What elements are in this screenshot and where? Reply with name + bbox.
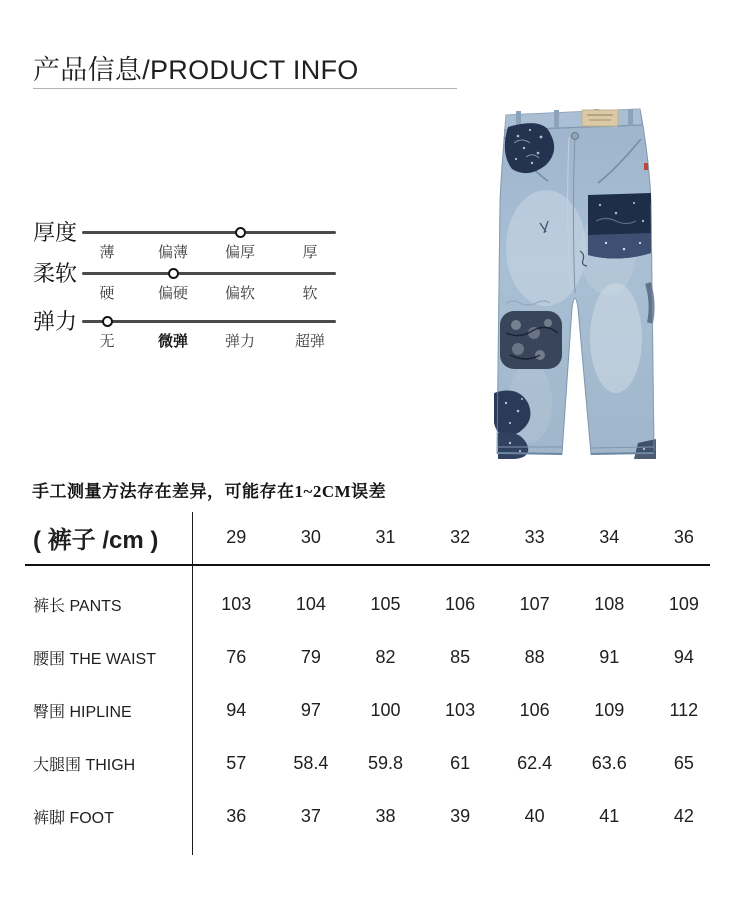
size-column-header: 33 xyxy=(524,526,545,547)
size-column-header: 29 xyxy=(226,526,247,547)
dark-patch-hip xyxy=(588,193,651,259)
size-value: 94 xyxy=(673,647,694,667)
row-label: 腰围 THE WAIST xyxy=(33,651,156,668)
size-column-header: 30 xyxy=(300,526,321,547)
slider-option-label: 偏硬 xyxy=(157,285,189,302)
size-value: 41 xyxy=(599,806,620,826)
slider-option-label: 软 xyxy=(302,285,318,302)
size-value: 97 xyxy=(300,700,321,720)
size-table-header-row xyxy=(25,512,722,562)
size-value: 85 xyxy=(450,647,471,667)
size-value: 58.4 xyxy=(293,753,329,773)
size-column-header: 31 xyxy=(375,526,396,547)
slider-option-label: 微弹 xyxy=(157,333,189,350)
attribute-slider-row xyxy=(30,257,370,307)
size-value: 105 xyxy=(370,594,401,614)
size-value: 103 xyxy=(221,594,252,614)
page-title: 产品信息/PRODUCT INFO xyxy=(33,55,359,85)
attribute-label: 弹力 xyxy=(33,309,78,334)
slider-marker xyxy=(235,227,246,238)
size-value: 57 xyxy=(226,753,247,773)
cracked-patch-knee xyxy=(500,311,562,369)
slider-option-label: 偏软 xyxy=(224,285,256,302)
slider-track xyxy=(82,320,336,323)
size-value: 59.8 xyxy=(367,753,403,773)
size-value: 106 xyxy=(445,594,476,614)
slider-option-label: 偏厚 xyxy=(224,244,256,261)
slider-option-label: 弹力 xyxy=(224,333,256,350)
row-label: 裤脚 FOOT xyxy=(33,810,114,827)
size-table-header-rule xyxy=(25,564,710,566)
slider-option-label: 无 xyxy=(99,333,115,350)
slider-option-label: 超弹 xyxy=(294,333,326,350)
slider-option-label: 薄 xyxy=(99,244,115,261)
slider-marker xyxy=(168,268,179,279)
slider-option-label: 偏薄 xyxy=(157,244,189,261)
size-value: 82 xyxy=(375,647,396,667)
size-value: 109 xyxy=(594,700,625,720)
size-value: 104 xyxy=(295,594,326,614)
size-value: 88 xyxy=(524,647,545,667)
slider-track xyxy=(82,231,336,234)
size-value: 38 xyxy=(375,806,396,826)
attribute-sliders xyxy=(30,0,375,375)
slider-option-label: 硬 xyxy=(99,285,115,302)
size-value: 39 xyxy=(450,806,471,826)
row-label: 臀围 HIPLINE xyxy=(33,704,132,721)
size-value: 61 xyxy=(450,753,471,773)
size-value: 79 xyxy=(300,647,321,667)
table-row xyxy=(25,790,722,843)
size-value: 112 xyxy=(669,700,699,720)
size-value: 103 xyxy=(445,700,476,720)
size-value: 40 xyxy=(524,806,545,826)
table-row xyxy=(25,578,722,631)
size-value: 42 xyxy=(673,806,694,826)
size-value: 63.6 xyxy=(591,753,627,773)
size-value: 37 xyxy=(300,806,321,826)
size-value: 76 xyxy=(226,647,247,667)
size-value: 62.4 xyxy=(517,753,553,773)
size-value: 109 xyxy=(668,594,699,614)
slider-track xyxy=(82,272,336,275)
jeans-illustration xyxy=(488,103,663,468)
measurement-note: 手工测量方法存在差异，可能存在1~2CM误差 xyxy=(32,482,387,501)
row-label: 裤长 PANTS xyxy=(33,598,122,615)
table-row xyxy=(25,684,722,737)
size-value: 36 xyxy=(226,806,247,826)
size-table-body xyxy=(25,578,722,843)
table-row xyxy=(25,737,722,790)
attribute-slider-row xyxy=(30,305,370,355)
waistband-label xyxy=(582,110,618,126)
product-photo-jeans xyxy=(488,103,663,468)
size-value: 91 xyxy=(599,647,620,667)
row-label: 大腿围 THIGH xyxy=(33,757,136,774)
slider-option-label: 厚 xyxy=(302,244,318,261)
size-value: 100 xyxy=(370,700,401,720)
size-column-header: 36 xyxy=(673,526,694,547)
table-row xyxy=(25,631,722,684)
attribute-label: 厚度 xyxy=(33,220,78,245)
size-table xyxy=(25,512,725,862)
attribute-label: 柔软 xyxy=(33,261,78,286)
red-tab xyxy=(644,163,648,170)
size-table-title: ( 裤子 /cm ) xyxy=(33,526,159,554)
size-column-header: 34 xyxy=(599,526,620,547)
size-value: 108 xyxy=(594,594,625,614)
size-value: 106 xyxy=(519,700,550,720)
size-value: 94 xyxy=(226,700,247,720)
size-column-header: 32 xyxy=(450,526,471,547)
size-value: 65 xyxy=(673,753,694,773)
size-value: 107 xyxy=(519,594,550,614)
slider-marker xyxy=(102,316,113,327)
bandana-patch-ankle xyxy=(494,391,530,459)
